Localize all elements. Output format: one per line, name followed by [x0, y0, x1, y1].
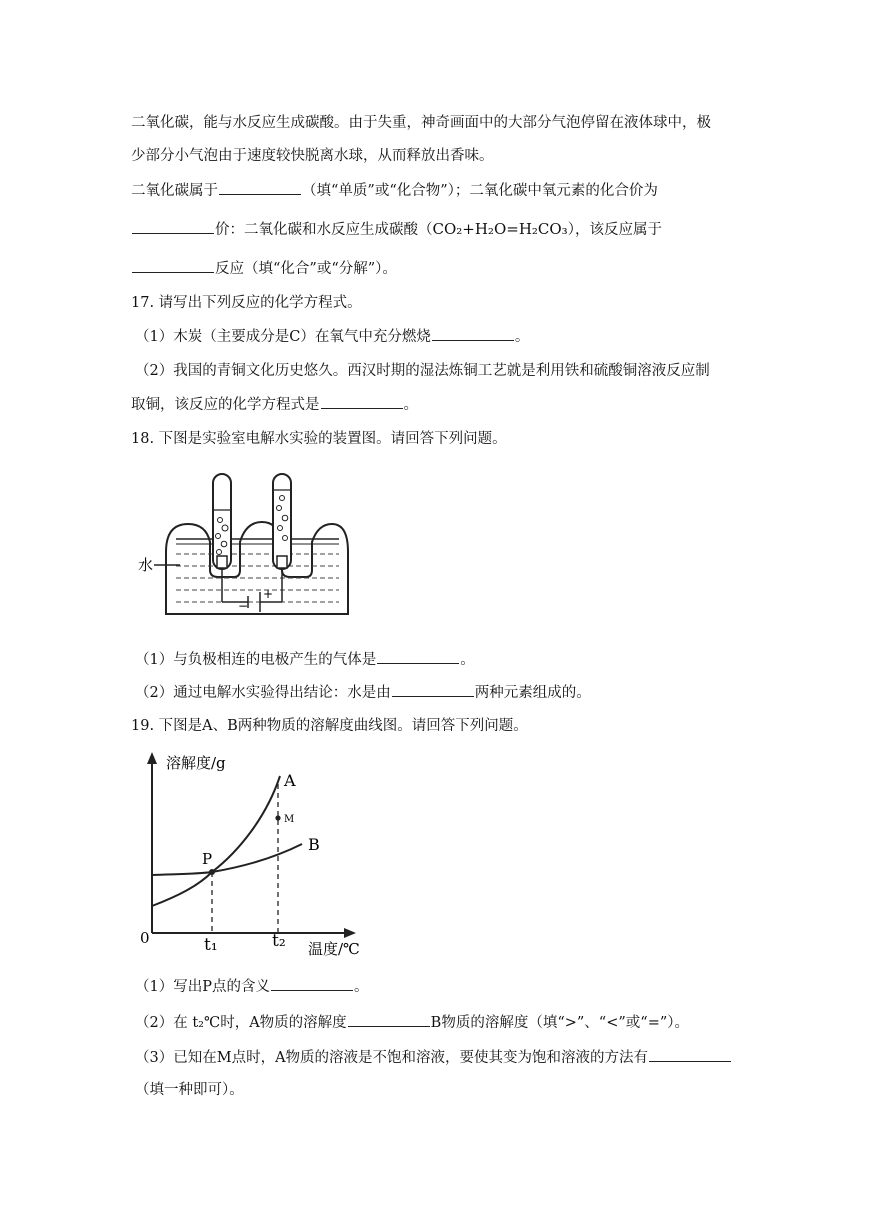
answer-blank[interactable]	[219, 180, 301, 195]
question-18-1: （1）与负极相连的电极产生的气体是 。	[135, 649, 475, 670]
origin-label: 0	[140, 929, 150, 947]
answer-blank[interactable]	[377, 649, 459, 664]
paragraph-line: 二氧化碳，能与水反应生成碳酸。由于失重，神奇画面中的大部分气泡停留在液体球中，极	[131, 115, 711, 131]
water-trough	[166, 522, 348, 614]
chemical-equation: CO₂+H₂O=H₂CO₃	[432, 220, 568, 238]
question-18-2: （2）通过电解水实验得出结论：水是由 两种元素组成的。	[135, 682, 591, 703]
paragraph-line: 少部分小气泡由于速度较快脱离水球，从而释放出香味。	[131, 148, 494, 164]
answer-blank[interactable]	[271, 976, 353, 991]
point-m-label: M	[284, 814, 295, 825]
question-17-1: （1）木炭（主要成分是C）在氧气中充分燃烧 。	[135, 326, 529, 347]
point-p-label: P	[202, 850, 213, 868]
question-17-title: 17. 请写出下列反应的化学方程式。	[131, 295, 362, 311]
answer-blank[interactable]	[132, 219, 214, 234]
t1-label: t₁	[204, 935, 218, 955]
answer-blank[interactable]	[132, 258, 214, 273]
right-test-tube	[273, 474, 291, 569]
question-19-1: （1）写出P点的含义 。	[135, 976, 368, 997]
electrolysis-apparatus-figure	[136, 462, 356, 622]
question-17-2: （2）我国的青铜文化历史悠久。西汉时期的湿法炼铜工艺就是利用铁和硫酸铜溶液反应制	[135, 363, 710, 379]
svg-text:−: −	[238, 599, 249, 613]
point-p	[209, 869, 215, 875]
question-line: 反应（填“化合”或“分解”）。	[131, 258, 397, 279]
answer-blank[interactable]	[649, 1047, 731, 1062]
water-label: 水	[138, 556, 154, 574]
question-18-title: 18. 下图是实验室电解水实验的装置图。请回答下列问题。	[131, 431, 507, 447]
curve-a-label: A	[284, 771, 296, 790]
svg-text:+: +	[263, 587, 274, 601]
curve-b-label: B	[308, 835, 320, 854]
question-19-3: （填一种即可）。	[135, 1082, 244, 1098]
question-19-2: （2）在 t₂℃时，A物质的溶解度 B物质的溶解度（填“>”、“<”或“=”）。	[135, 1012, 689, 1033]
question-line: 价：二氧化碳和水反应生成碳酸（CO₂+H₂O=H₂CO₃），该反应属于	[131, 219, 662, 240]
answer-blank[interactable]	[348, 1012, 430, 1027]
t2-label: t₂	[272, 931, 286, 951]
y-axis-label: 溶解度/g	[166, 754, 226, 772]
answer-blank[interactable]	[321, 394, 403, 409]
question-17-2: 取铜，该反应的化学方程式是 。	[131, 394, 418, 415]
curve-a	[152, 776, 280, 906]
solubility-curve-figure	[138, 748, 378, 958]
question-line: 二氧化碳属于 （填“单质”或“化合物”）；二氧化碳中氧元素的化合价为	[131, 180, 658, 201]
point-m	[275, 815, 280, 820]
answer-blank[interactable]	[432, 326, 514, 341]
question-19-3: （3）已知在M点时，A物质的溶液是不饱和溶液，要使其变为饱和溶液的方法有	[135, 1047, 732, 1068]
answer-blank[interactable]	[392, 682, 474, 697]
question-19-title: 19. 下图是A、B两种物质的溶解度曲线图。请回答下列问题。	[131, 718, 528, 734]
x-axis-label: 温度/℃	[308, 940, 360, 958]
